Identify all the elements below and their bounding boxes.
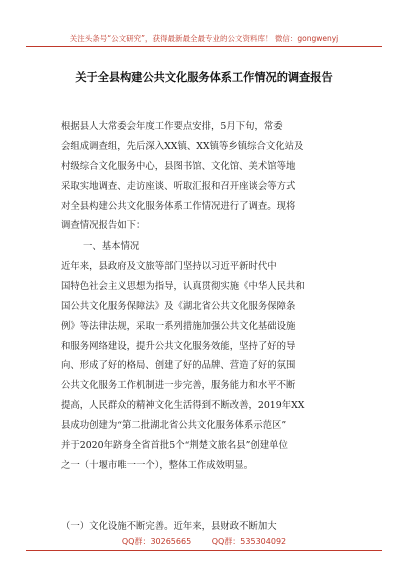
section1-line: 并于2020年跻身全省首批5个“荆楚文旅名县”创建单位	[61, 440, 288, 452]
section1-line: 和服务网络建设，提升公共文化服务效能，坚持了好的导	[61, 340, 296, 352]
footer-qq-group-1: QQ群：30265665	[121, 537, 192, 546]
intro-line: 对全县构建公共文化服务体系工作情况进行了调查。现将	[61, 200, 296, 212]
section1-line: 国特色社会主义思想为指导，认真贯彻实施《中华人民共和	[61, 280, 305, 292]
section1-line: 例》等法律法规，采取一系列措施加强公共文化基础设施	[61, 320, 296, 332]
intro-paragraph	[61, 117, 347, 236]
intro-line: 采取实地调查、走访座谈、听取汇报和召开座谈会等方式	[61, 180, 296, 192]
subsection-line: （一）文化设施不断完善。近年来，县财政不断加大	[61, 521, 277, 532]
section1-line: 之一（十堰市唯一一个），整体工作成效明显。	[61, 459, 254, 471]
intro-line: 会组成调查组，先后深入XX镇、XX镇等乡镇综合文化站及	[61, 140, 304, 152]
section1-line: 近年来，县政府及文旅等部门坚持以习近平新时代中	[61, 261, 277, 272]
section1-line: 公共文化服务工作机制进一步完善，服务能力和水平不断	[61, 380, 296, 392]
intro-line: 村级综合文化服务中心，县图书馆、文化馆、美术馆等地	[61, 160, 296, 172]
section1-paragraph	[61, 257, 347, 476]
header-divider	[26, 46, 382, 47]
section-heading: 一、基本情况	[83, 241, 140, 252]
footer-banner	[30, 536, 378, 547]
footer-divider	[26, 550, 382, 551]
section1-line: 国公共文化服务保障法》及《湖北省公共文化服务保障条	[61, 300, 296, 312]
section1-line: 向、形成了好的格局、创建了好的品牌、营造了好的氛围	[61, 360, 296, 372]
header-banner: 关注头条号“公文研究”，获得最新最全最专业的公文资料库！ 微信：gongwenyj	[69, 34, 339, 43]
document-title: 关于全县构建公共文化服务体系工作情况的调查报告	[75, 71, 333, 84]
section1-line: 提高，人民群众的精神文化生活得到不断改善，2019年XX	[61, 400, 305, 412]
footer-qq-group-2: QQ群：535304092	[211, 537, 287, 546]
section1-line: 县成功创建为“第二批湖北省公共文化服务体系示范区”	[61, 420, 287, 432]
intro-line: 调查情况报告如下：	[61, 220, 146, 232]
intro-line: 根据县人大常委会年度工作要点安排，5月下旬，常委	[61, 121, 283, 132]
